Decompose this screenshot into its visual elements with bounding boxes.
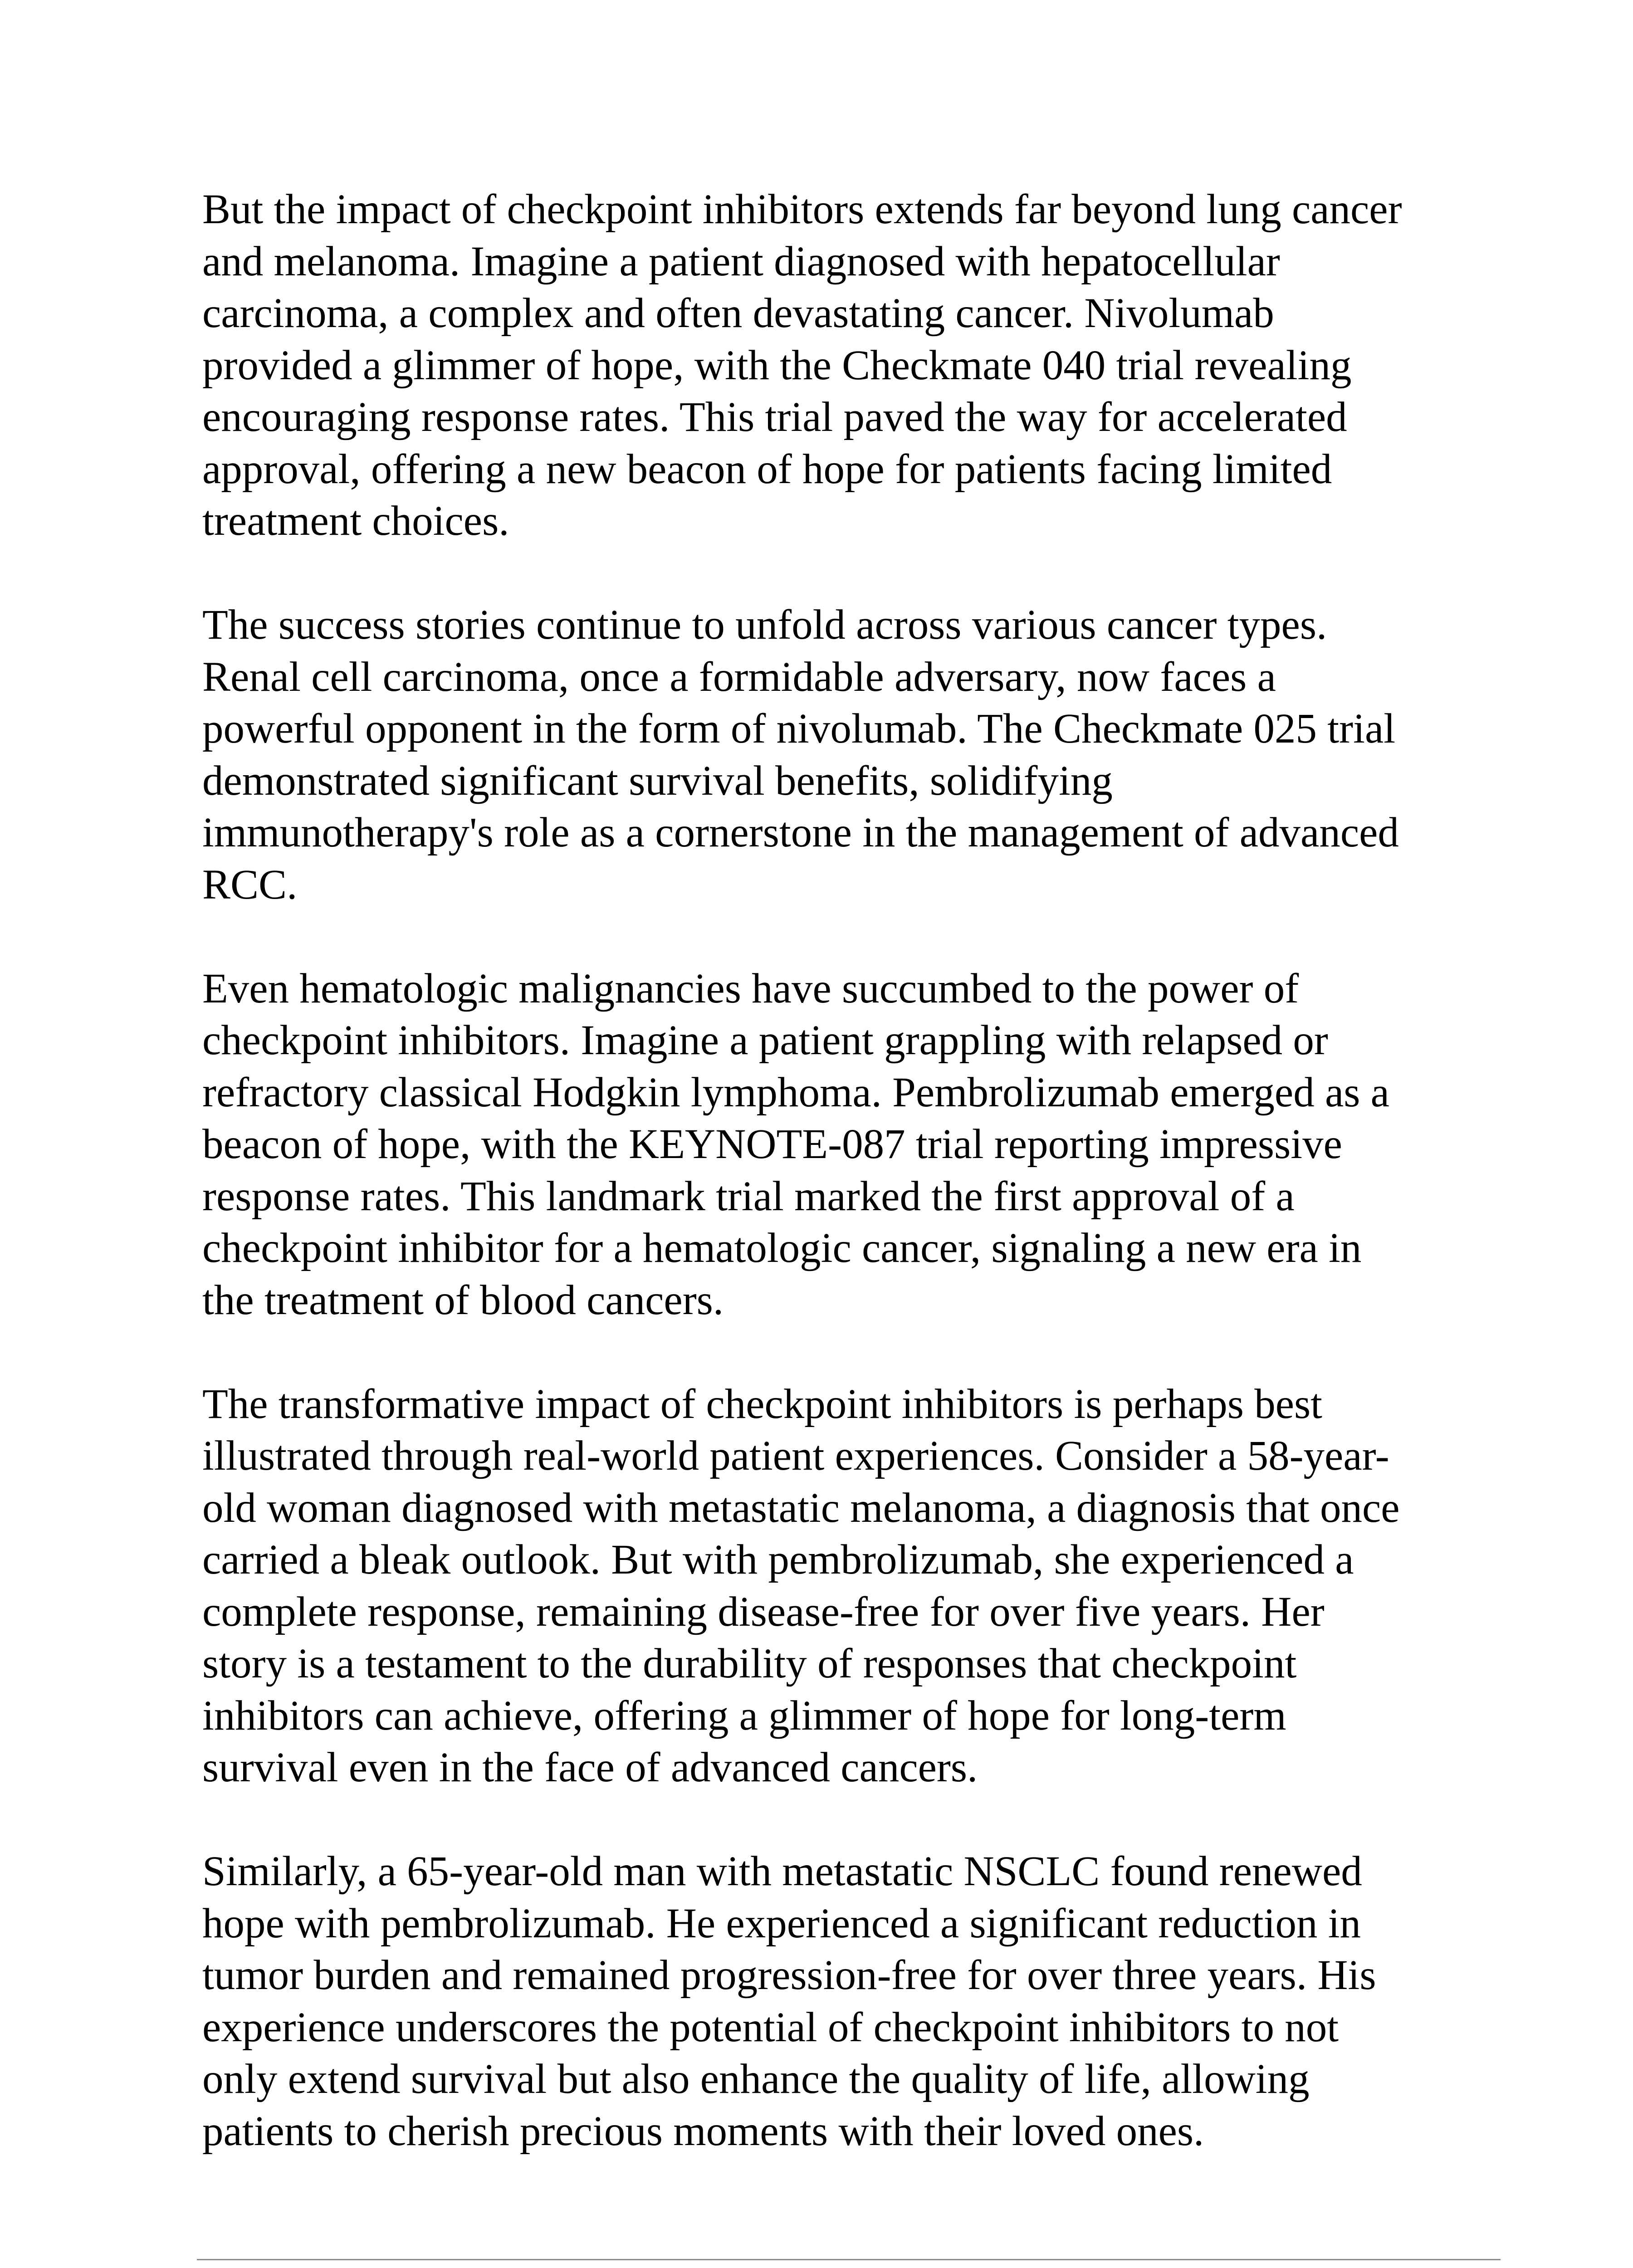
text-line: refractory classical Hodgkin lymphoma. Pembrolizumab emerged as a <box>202 1069 1389 1116</box>
text-line: treatment choices. <box>202 498 509 544</box>
text-line: illustrated through real-world patient experiences. Consider a 58-year- <box>202 1432 1389 1479</box>
footer-divider <box>197 2259 1501 2260</box>
text-line: But the impact of checkpoint inhibitors extends far beyond lung cancer <box>202 186 1402 233</box>
text-line: experience underscores the potential of checkpoint inhibitors to not <box>202 2004 1339 2051</box>
text-line: complete response, remaining disease-free for over five years. Her <box>202 1588 1325 1635</box>
text-line: tumor burden and remained progression-free for over three years. His <box>202 1952 1376 1999</box>
text-line: response rates. This landmark trial marked the first approval of a <box>202 1173 1295 1220</box>
text-line: The transformative impact of checkpoint inhibitors is perhaps best <box>202 1380 1322 1427</box>
text-line: immunotherapy's role as a cornerstone in the management of advanced <box>202 809 1399 856</box>
text-line: RCC. <box>202 861 298 908</box>
text-line: only extend survival but also enhance the quality of life, allowing <box>202 2056 1310 2102</box>
text-line: inhibitors can achieve, offering a glimmer of hope for long-term <box>202 1692 1286 1739</box>
text-line: Renal cell carcinoma, once a formidable adversary, now faces a <box>202 653 1276 700</box>
text-line: provided a glimmer of hope, with the Checkmate 040 trial revealing <box>202 342 1352 389</box>
paragraph-5 <box>202 1846 1518 2157</box>
text-line: The success stories continue to unfold across various cancer types. <box>202 601 1327 648</box>
text-line: story is a testament to the durability of responses that checkpoint <box>202 1640 1297 1687</box>
text-line: demonstrated significant survival benefits, solidifying <box>202 757 1113 804</box>
paragraph-3 <box>202 963 1518 1327</box>
text-line: carcinoma, a complex and often devastating cancer. Nivolumab <box>202 290 1274 337</box>
paragraph-4 <box>202 1378 1518 1794</box>
text-line: approval, offering a new beacon of hope for patients facing limited <box>202 445 1332 493</box>
paragraph-1 <box>202 184 1518 547</box>
text-line: checkpoint inhibitors. Imagine a patient grappling with relapsed or <box>202 1017 1328 1064</box>
text-line: and melanoma. Imagine a patient diagnosed with hepatocellular <box>202 238 1280 285</box>
text-line: survival even in the face of advanced cancers. <box>202 1744 978 1791</box>
text-line: Even hematologic malignancies have succumbed to the power of <box>202 965 1299 1012</box>
text-line: Similarly, a 65-year-old man with metastatic NSCLC found renewed <box>202 1848 1362 1895</box>
paragraph-2 <box>202 599 1518 911</box>
text-line: encouraging response rates. This trial paved the way for accelerated <box>202 394 1347 440</box>
text-line: hope with pembrolizumab. He experienced a significant reduction in <box>202 1900 1361 1947</box>
text-line: old woman diagnosed with metastatic melanoma, a diagnosis that once <box>202 1484 1400 1531</box>
text-line: carried a bleak outlook. But with pembrolizumab, she experienced a <box>202 1536 1354 1583</box>
text-line: patients to cherish precious moments with their loved ones. <box>202 2107 1204 2155</box>
text-line: the treatment of blood cancers. <box>202 1276 724 1324</box>
text-line: beacon of hope, with the KEYNOTE-087 trial reporting impressive <box>202 1121 1342 1168</box>
body-text <box>202 184 1518 2209</box>
text-line: checkpoint inhibitor for a hematologic cancer, signaling a new era in <box>202 1225 1362 1271</box>
text-line: powerful opponent in the form of nivolumab. The Checkmate 025 trial <box>202 705 1396 752</box>
